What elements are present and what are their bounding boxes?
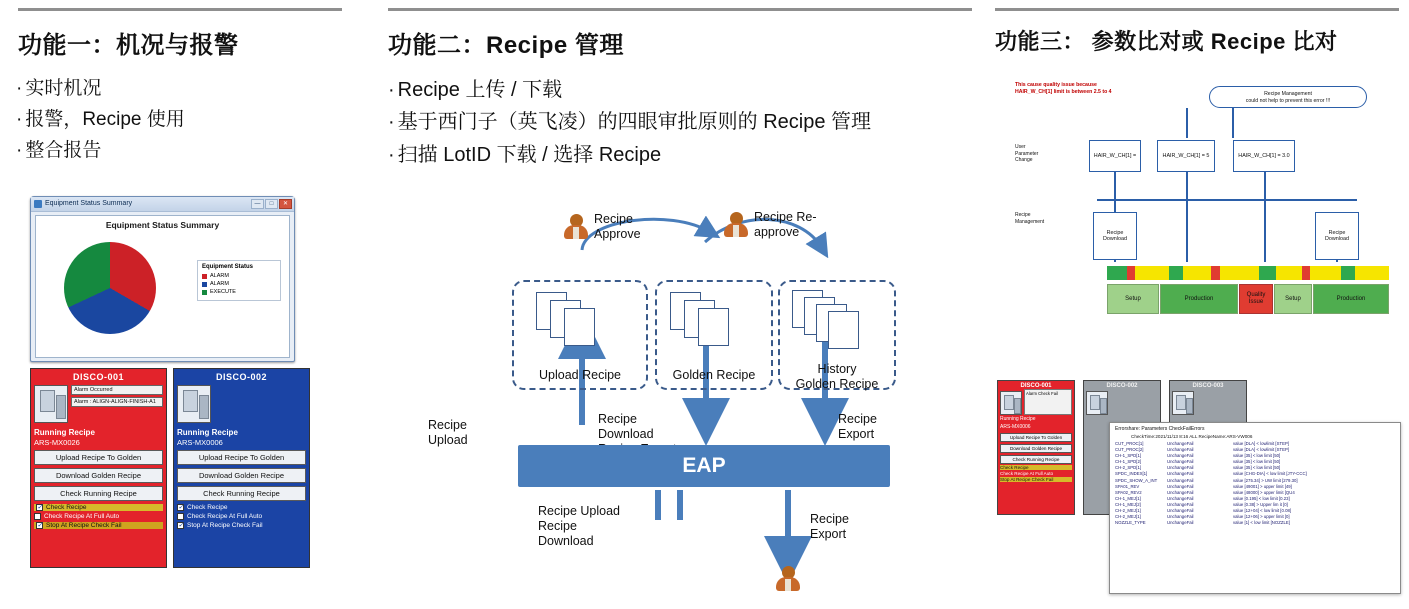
page-title-3: 功能三： 参数比对或 Recipe 比对 [995, 29, 1338, 54]
column-1-rule [18, 8, 342, 11]
document-stack-icon [670, 292, 760, 362]
stop-at-recipe-check-fail-checkbox[interactable] [177, 522, 306, 529]
maximize-icon[interactable]: □ [265, 199, 278, 209]
chart-legend [197, 260, 281, 301]
stop-at-recipe-check-fail-checkbox[interactable] [34, 522, 163, 529]
machine-icon [1172, 391, 1194, 415]
person-icon-approve [562, 214, 590, 239]
phase-production-2: Production [1313, 284, 1389, 314]
panel-title: DISCO-002 [1106, 383, 1138, 389]
close-icon[interactable]: ✕ [279, 199, 292, 209]
checkbox-icon [36, 504, 43, 511]
panel-machine-row [177, 385, 306, 425]
recipe-reapprove-label [754, 210, 817, 240]
running-recipe-label: Running Recipe [177, 428, 238, 437]
chart-area [35, 215, 290, 358]
parameter-check-fail-window [1109, 422, 1401, 594]
upload-recipe-to-golden-button[interactable]: Upload Recipe To Golden [34, 450, 163, 465]
list-item: · 实时机况 [16, 74, 360, 105]
table-row: SPA01_REV UnchangeFail value [49001] > upper limit [49] [1115, 483, 1292, 489]
equipment-panel-disco-002[interactable] [173, 368, 310, 568]
check-recipe-full-auto-checkbox[interactable] [177, 513, 306, 520]
param-box-3: HAIR_W_CH[1] = 3.0 [1233, 140, 1295, 172]
param-box-1: HAIR_W_CH[1] = [1089, 140, 1141, 172]
label-line-2: Approve [594, 227, 641, 241]
chart-title: Equipment Status Summary [105, 220, 220, 230]
phase-setup-2: Setup [1274, 284, 1312, 314]
list-item: · 扫描 LotID 下载 / 选择 Recipe [388, 139, 990, 171]
running-recipe-value: ARS-MX0006 [177, 438, 223, 448]
legend-label: ALARM [210, 281, 229, 287]
param-box-2: HAIR_W_CH[1] = 5 [1157, 140, 1215, 172]
equipment-panel-disco-001[interactable] [30, 368, 167, 568]
machine-icon [1086, 391, 1108, 415]
eap-box: EAP [518, 445, 890, 487]
parameter-compare-diagram [997, 72, 1401, 372]
label-line-1: History [817, 362, 857, 376]
table-row: NOZZLE_TYPE UnchangeFail value [1] < low limit [NOZZLE] [1115, 520, 1290, 526]
equipment-status-window [30, 196, 295, 362]
check-running-recipe-button[interactable]: Check Running Recipe [34, 486, 163, 501]
check-recipe-full-auto-checkbox[interactable] [34, 513, 163, 520]
checkbox-label: Stop At Recipe Check Fail [46, 522, 122, 530]
phase-quality-issue: Quality Issue [1239, 284, 1273, 314]
phase-production-1: Production [1160, 284, 1238, 314]
swimlane-label-recipe-management: Recipe Management [1015, 212, 1045, 225]
checkbox-label: Check Recipe At Full Auto [44, 513, 120, 521]
list-item: · 整合报告 [16, 136, 360, 167]
check-running-recipe-button[interactable]: Check Running Recipe [1000, 455, 1072, 464]
checkbox-label: Check Recipe [46, 504, 87, 512]
legend-entry [202, 289, 276, 295]
checkbox-icon [34, 513, 41, 520]
recipe-download-export-edge-label: Recipe Download [598, 412, 654, 441]
history-golden-recipe-label [778, 362, 896, 392]
error-window-title: Errorshare: Parameters CheckFailErrors [1115, 426, 1205, 432]
column-function-3 [985, 0, 1409, 609]
checkbox-label: Check Recipe At Full Auto [187, 513, 263, 521]
checkbox-icon [177, 522, 184, 529]
list-item: · Recipe 上传 / 下载 [388, 74, 990, 106]
column-function-2 [370, 0, 990, 609]
page-title-1: 功能一：机况与报警 [18, 32, 239, 59]
list-item: · 基于西门子（英飞凌）的四眼审批原则的 Recipe 管理 [388, 106, 990, 138]
column-function-1 [0, 0, 360, 609]
table-row: CH-2_SPD[1] UnchangeFail value [35] < low limit [50] [1115, 465, 1281, 471]
list-item: · 报警，Recipe 使用 [16, 105, 360, 136]
document-stack-icon [536, 292, 626, 362]
table-row: CH-1_SPD[1] UnchangeFail value [35] < low limit [50] [1115, 453, 1281, 459]
checkbox-label: Stop At Recipe Check Fail [187, 522, 263, 530]
legend-label: ALARM [210, 273, 229, 279]
running-recipe-value: ARS-MX0006 [1000, 423, 1031, 430]
document-stack-icon [792, 290, 882, 360]
mini-panel-disco-001[interactable] [997, 380, 1075, 515]
alarm-box [214, 385, 306, 425]
checkbox-icon [177, 513, 184, 520]
recipe-upload-download-edge-label: Recipe Upload Recipe Download [538, 504, 620, 548]
legend-entry [202, 281, 276, 287]
table-row: SPA02_REV2 UnchangeFail value [48000] > upper limit [QU4 [1115, 489, 1295, 495]
table-row: SPDC_INDEX[1] UnchangeFail value [CHG-DIA] < low limit [JTY-CCC] [1115, 471, 1307, 477]
window-title-text: Equipment Status Summary [45, 200, 133, 207]
panel-title: DISCO-001 [1020, 383, 1052, 389]
alarm-line: Alarm : ALIGN-ALIGN-FINISH-A1 [71, 397, 163, 407]
status-timeline [1107, 266, 1389, 280]
table-row: CH-2_MEJ[1] UnchangeFail value [12+06] > upper limit [0] [1115, 514, 1290, 520]
check-recipe-full-auto-checkbox[interactable]: Check Recipe At Full Auto [1000, 470, 1054, 476]
download-golden-recipe-button[interactable]: Download Golden Recipe [34, 468, 163, 483]
page-title-2: 功能二：Recipe 管理 [388, 32, 624, 59]
panel-title: DISCO-002 [215, 372, 268, 382]
check-recipe-checkbox[interactable]: Check Recipe [1000, 465, 1072, 470]
quality-issue-note: This cause quality issue because HAIR_W_CH[1] limit is between 2.5 to 4 [1015, 82, 1112, 95]
running-recipe-value: ARS-MX0026 [34, 438, 80, 448]
table-row: CH-1_MEJ[1] UnchangeFail value [0.195] < low limit [0.23] [1115, 495, 1290, 501]
download-golden-recipe-button[interactable]: Download Golden Recipe [177, 468, 306, 483]
error-window-subtitle: CheckTime:2021/11/13 8:16 ALL RecipeName:ARS-VW006 [1131, 434, 1253, 439]
panel-title: DISCO-001 [72, 372, 125, 382]
label-line-1: Recipe Re- [754, 210, 817, 224]
table-row: CUT_PROC[2] UnchangeFail value [DLA] < lowlimit [STEP] [1115, 447, 1289, 453]
swimlane-label-user-parameter-change: User Parameter Change [1015, 144, 1039, 163]
stop-at-recipe-check-fail-checkbox[interactable]: Stop At Recipe Check Fail [1000, 477, 1072, 482]
panel-title: DISCO-003 [1192, 383, 1224, 389]
recipe-download-box-2: Recipe Download [1315, 212, 1359, 260]
bullet-list-2 [388, 74, 990, 171]
bullet-list-1 [16, 74, 360, 166]
label-line-2: Golden Recipe [795, 377, 879, 391]
legend-title: Equipment Status [202, 264, 254, 270]
pie-chart [64, 242, 156, 334]
column-3-rule [995, 8, 1399, 11]
golden-recipe-label: Golden Recipe [672, 368, 756, 382]
label-line-2: approve [754, 225, 800, 239]
error-rows [1115, 441, 1395, 526]
minimize-icon[interactable]: — [251, 199, 264, 209]
recipe-flow-diagram [370, 190, 990, 605]
app-icon [34, 200, 42, 208]
window-titlebar [31, 197, 294, 212]
recipe-upload-edge-label: Recipe Upload [428, 418, 468, 447]
label-line-1: Recipe [594, 212, 633, 226]
download-golden-recipe-button[interactable]: Download Golden Recipe [1000, 444, 1072, 453]
checkbox-icon [177, 504, 184, 511]
running-recipe-label: Running Recipe [34, 428, 95, 437]
checkbox-label: Check Recipe [187, 504, 228, 512]
window-controls [251, 199, 292, 209]
machine-icon [177, 385, 211, 423]
person-icon-operator [774, 566, 802, 591]
upload-recipe-label: Upload Recipe [539, 368, 621, 382]
upload-recipe-to-golden-button[interactable]: Upload Recipe To Golden [1000, 433, 1072, 442]
legend-entry [202, 273, 276, 279]
alarm-line: Alarm Check Fail [1024, 389, 1072, 415]
check-recipe-checkbox[interactable] [177, 504, 306, 511]
equipment-compare-panels [997, 380, 1401, 600]
phase-bar [1107, 284, 1389, 314]
person-icon-reapprove [722, 212, 750, 237]
table-row: SPDC_SHOW_A_INT UnchangeFail value [275.34] > UW limit [279.30] [1115, 477, 1298, 483]
machine-icon [1000, 391, 1022, 415]
legend-label: EXECUTE [210, 289, 236, 295]
alarm-line: Alarm Occurred [71, 385, 163, 395]
panel-machine-row [34, 385, 163, 425]
checkbox-icon [36, 522, 43, 529]
table-row: CH-1_MEJ[2] UnchangeFail value [0.38] > Upper lim it [0] [1115, 501, 1288, 507]
recipe-download-box-1: Recipe Download [1093, 212, 1137, 260]
table-row: CUT_PROC[1] UnchangeFail value [DLA] < lowlimit [STEP] [1115, 441, 1289, 446]
table-row: CH-2_MEJ[1] UnchangeFail value [12+04] < low limit [0.08] [1115, 508, 1292, 514]
check-running-recipe-button[interactable]: Check Running Recipe [177, 486, 306, 501]
alarm-box [71, 385, 163, 425]
window-body [31, 212, 294, 361]
equipment-panels [30, 368, 310, 568]
recipe-export-edge-label: Recipe Export [838, 412, 877, 441]
flow-connectors [370, 190, 990, 605]
phase-setup-1: Setup [1107, 284, 1159, 314]
recipe-approve-label [594, 212, 641, 242]
column-2-rule [388, 8, 972, 11]
running-recipe-label: Running Recipe [1000, 416, 1036, 422]
recipe-management-callout: Recipe Management could not help to prevent this error !!! [1209, 86, 1367, 108]
recipe-export-bottom-edge-label: Recipe Export [810, 512, 849, 541]
table-row: CH-1_SPD[2] UnchangeFail value [35] < low limit [50] [1115, 459, 1281, 465]
check-recipe-checkbox[interactable] [34, 504, 163, 511]
machine-icon [34, 385, 68, 423]
upload-recipe-to-golden-button[interactable]: Upload Recipe To Golden [177, 450, 306, 465]
